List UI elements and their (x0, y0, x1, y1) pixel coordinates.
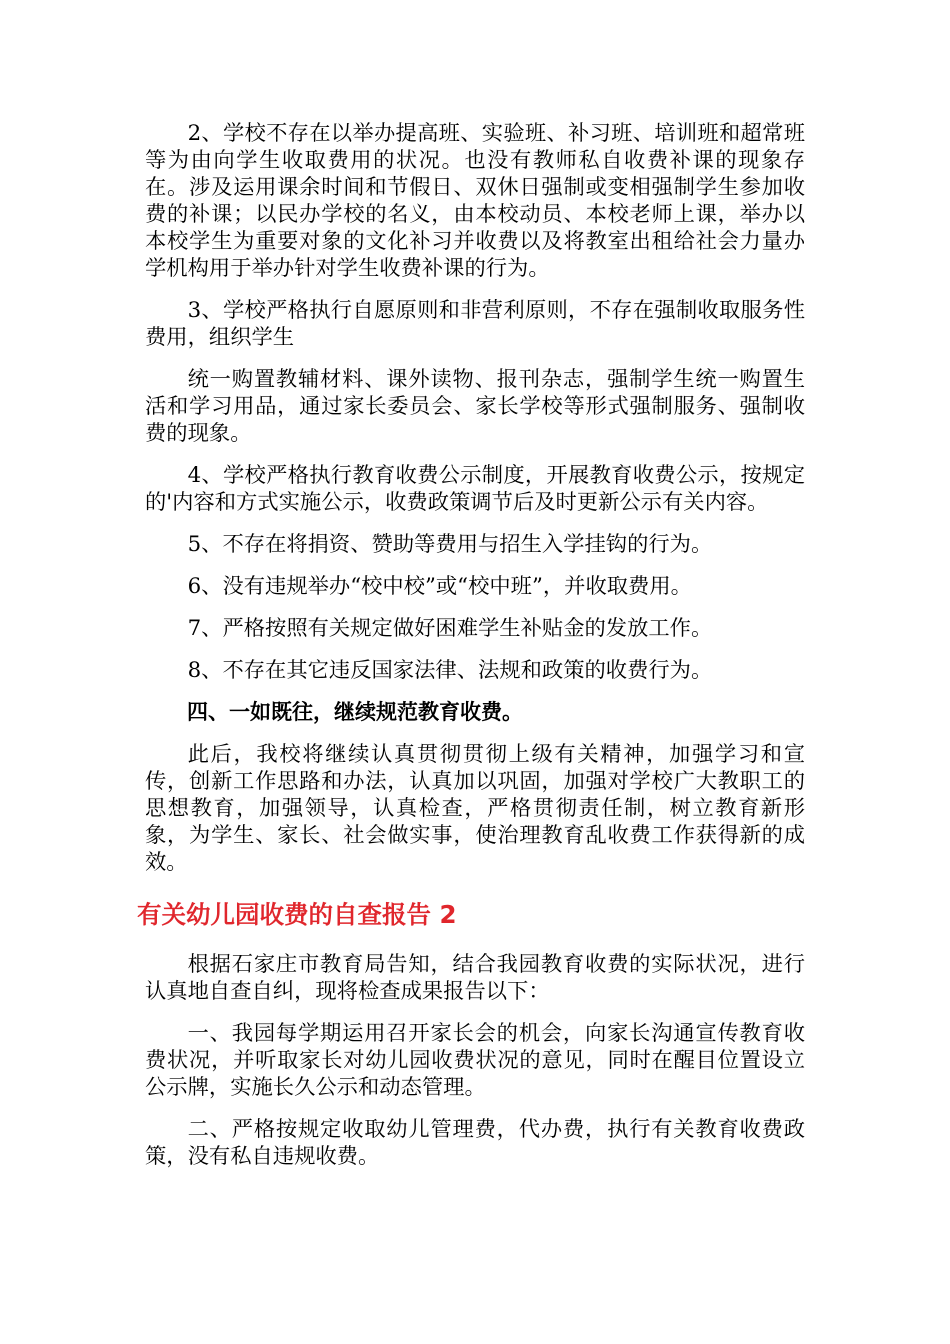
paragraph-item-3: 3、学校严格执行自愿原则和非营利原则，不存在强制收取服务性费用，组织学生 (145, 298, 805, 350)
paragraph-item-2: 2、学校不存在以举办提高班、实验班、补习班、培训班和超常班等为由向学生收取费用的状况。也没有教师私自收费补课的现象存在。涉及运用课余时间和节假日、双休日强制或变相强制学生参加收费的补课；以民办学校的名义，由本校动员、本校老师上课，举办以本校学生为重要对象的文化补习并收费以及将教室出租给社会力量办学机构用于举办针对学生收费补课的行为。 (145, 121, 805, 281)
closing-paragraph: 此后，我校将继续认真贯彻贯彻上级有关精神，加强学习和宣传，创新工作思路和办法，认真加以巩固，加强对学校广大教职工的思想教育，加强领导，认真检查，严格贯彻责任制，树立教育新形象，为学生、家长、社会做实事，使治理教育乱收费工作获得新的成效。 (145, 742, 805, 875)
paragraph-item-8: 8、不存在其它违反国家法律、法规和政策的收费行为。 (187, 658, 713, 683)
paragraph-item-3-continued: 统一购置教辅材料、课外读物、报刊杂志，强制学生统一购置生活和学习用品，通过家长委员会、家长学校等形式强制服务、强制收费的现象。 (145, 367, 805, 446)
report-title: 有关幼儿园收费的自查报告 2 (137, 900, 457, 929)
paragraph-item-6: 6、没有违规举办“校中校”或“校中班”，并收取费用。 (187, 574, 692, 599)
paragraph-item-4: 4、学校严格执行教育收费公示制度，开展教育收费公示，按规定的'内容和方式实施公示，收费政策调节后及时更新公示有关内容。 (145, 463, 805, 515)
paragraph-item-5: 5、不存在将捐资、赞助等费用与招生入学挂钩的行为。 (187, 532, 713, 557)
report-paragraph-2: 二、严格按规定收取幼儿管理费，代办费，执行有关教育收费政策，没有私自违规收费。 (145, 1117, 805, 1169)
report-intro-paragraph: 根据石家庄市教育局告知，结合我园教育收费的实际状况，进行认真地自查自纠，现将检查成果报告以下： (145, 952, 805, 1004)
document-page (137, 120, 805, 1185)
section-subheading: 四、一如既往，继续规范教育收费。 (187, 700, 523, 724)
report-paragraph-1: 一、我园每学期运用召开家长会的机会，向家长沟通宣传教育收费状况，并听取家长对幼儿园收费状况的意见，同时在醒目位置设立公示牌，实施长久公示和动态管理。 (145, 1021, 805, 1100)
paragraph-item-7: 7、严格按照有关规定做好困难学生补贴金的发放工作。 (187, 616, 713, 641)
